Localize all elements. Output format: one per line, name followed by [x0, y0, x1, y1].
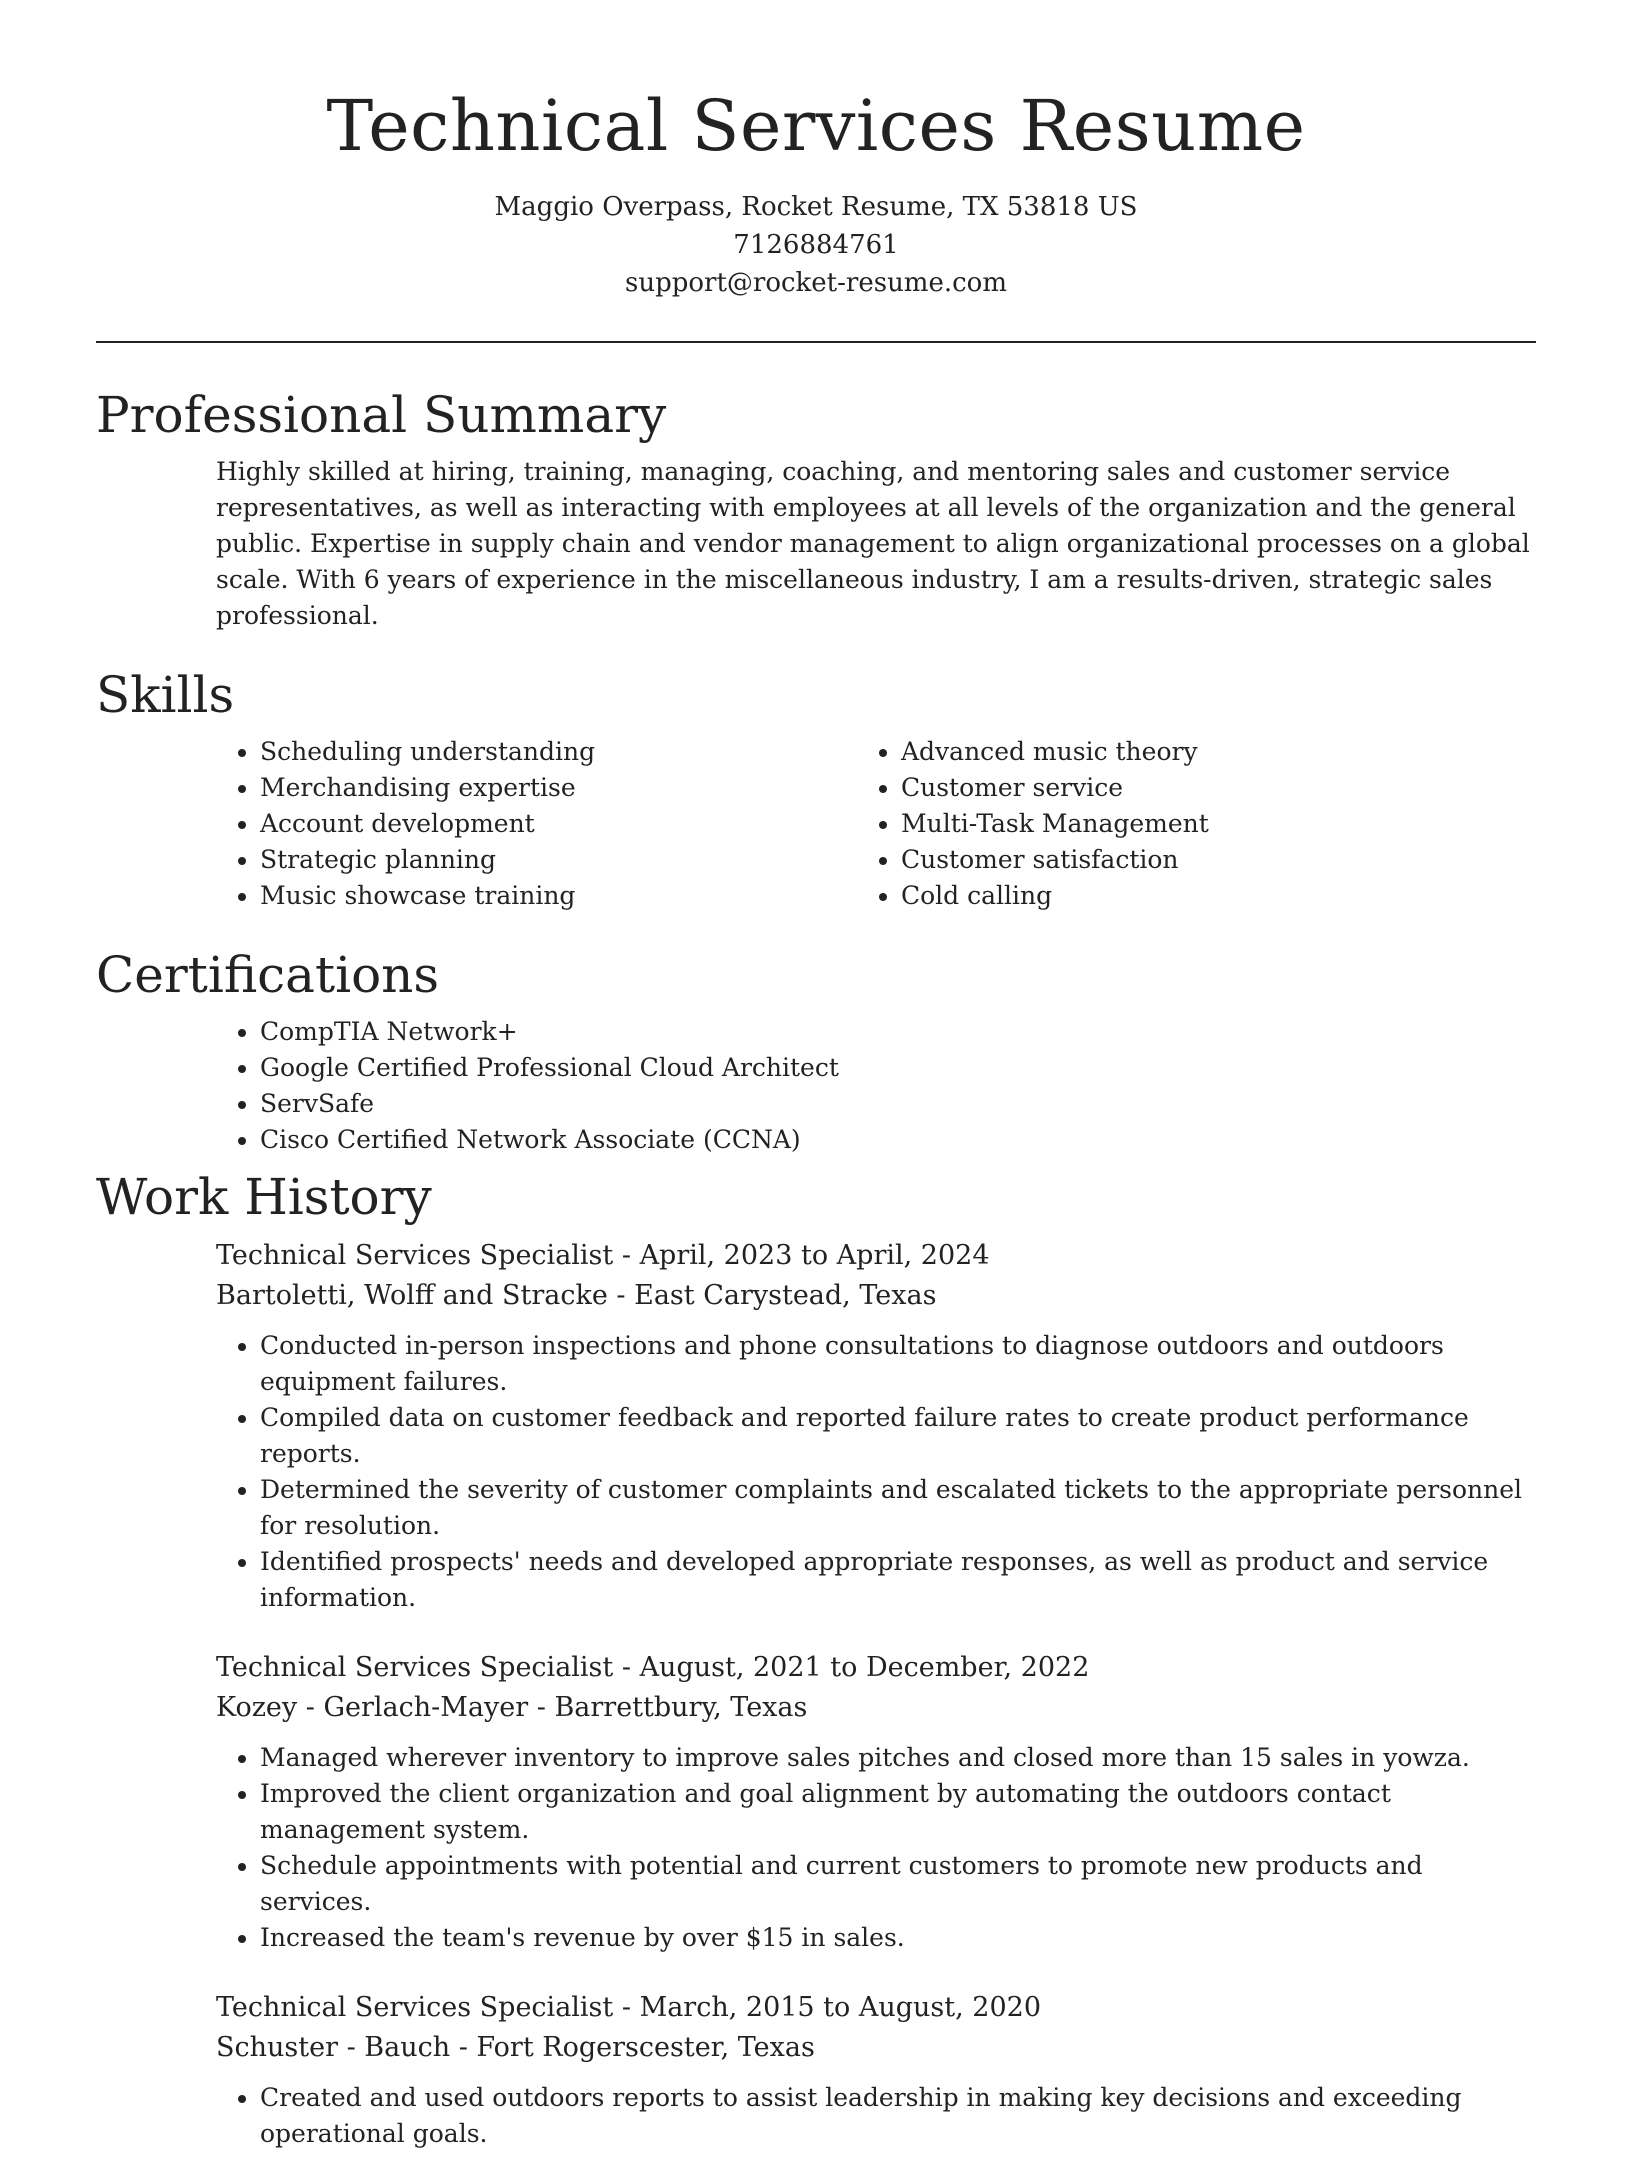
skills-heading: Skills: [96, 666, 235, 724]
job-location: East Carystead, Texas: [634, 1280, 937, 1311]
job-company-line: Schuster - Bauch - Fort Rogerscester, Texas: [216, 2032, 815, 2063]
job-duty: • Determined the severity of customer complaints and escalated tickets to the appropriate personnel for resolution.: [260, 1472, 1536, 1544]
skill-item: • Account development: [260, 806, 746, 842]
work-history-section: [96, 1158, 1536, 2152]
contact-phone: 7126884761: [733, 230, 899, 260]
job-title: Technical Services Specialist: [216, 1992, 614, 2023]
job-dates: April, 2023 to April, 2024: [639, 1240, 990, 1271]
job-company-line: Bartoletti, Wolff and Stracke - East Carystead, Texas: [216, 1280, 937, 1311]
job-title: Technical Services Specialist: [216, 1240, 614, 1271]
skill-item: • Customer service: [901, 770, 1536, 806]
resume-title: Technical Services Resume: [326, 85, 1306, 167]
job-location: Barrettbury, Texas: [554, 1692, 808, 1723]
job-title-line: Technical Services Specialist - August, 2021 to December, 2022: [216, 1652, 1090, 1683]
resume-body: [96, 376, 1536, 2184]
job-duties: [216, 1740, 1536, 1956]
skill-item: • Scheduling understanding: [260, 734, 746, 770]
job-location: Fort Rogerscester, Texas: [476, 2032, 815, 2063]
certification-item: • Google Certified Professional Cloud Architect: [260, 1050, 1536, 1086]
job-company: Bartoletti, Wolff and Stracke: [216, 1280, 608, 1311]
skills-list-right: [746, 734, 1536, 914]
certification-item: • ServSafe: [260, 1086, 1536, 1122]
skill-item: • Strategic planning: [260, 842, 746, 878]
work-history-heading: Work History: [96, 1168, 432, 1226]
certification-item: • CompTIA Network+: [260, 1014, 1536, 1050]
certification-item: • Cisco Certified Network Associate (CCNA): [260, 1122, 1536, 1158]
skill-item: • Multi-Task Management: [901, 806, 1536, 842]
skill-item: • Music showcase training: [260, 878, 746, 914]
contact-email: support@rocket-resume.com: [624, 268, 1007, 298]
job-entry: [216, 1988, 1536, 2152]
job-duties: [216, 1328, 1536, 1616]
certifications-list: [96, 1014, 1536, 1158]
skills-columns: [96, 734, 1536, 914]
skill-item: • Merchandising expertise: [260, 770, 746, 806]
job-duties: [216, 2080, 1536, 2152]
job-duty: • Created and used outdoors reports to assist leadership in making key decisions and exceeding operational goals.: [260, 2080, 1536, 2152]
summary-section: [96, 376, 1536, 634]
contact-address: Maggio Overpass, Rocket Resume, TX 53818 US: [494, 192, 1138, 222]
skill-item: • Cold calling: [901, 878, 1536, 914]
skill-item: • Advanced music theory: [901, 734, 1536, 770]
contact-info: [0, 188, 1632, 302]
job-dates: March, 2015 to August, 2020: [639, 1992, 1042, 2023]
job-dates: August, 2021 to December, 2022: [639, 1652, 1090, 1683]
job-title: Technical Services Specialist: [216, 1652, 614, 1683]
job-duty: • Increased the team's revenue by over $15 in sales.: [260, 1920, 1536, 1956]
job-company: Schuster - Bauch: [216, 2032, 451, 2063]
certifications-section: [96, 936, 1536, 1158]
job-entry: [216, 1648, 1536, 1956]
header-divider: [96, 341, 1536, 343]
job-duty: • Schedule appointments with potential and current customers to promote new products and services.: [260, 1848, 1536, 1920]
job-title-line: Technical Services Specialist - April, 2023 to April, 2024: [216, 1240, 990, 1271]
skills-list-left: [96, 734, 746, 914]
job-entry: [216, 1236, 1536, 1616]
job-duty: • Improved the client organization and goal alignment by automating the outdoors contact management system.: [260, 1776, 1536, 1848]
job-duty: • Managed wherever inventory to improve sales pitches and closed more than 15 sales in yowza.: [260, 1740, 1536, 1776]
summary-text: Highly skilled at hiring, training, managing, coaching, and mentoring sales and customer service representatives, as well as interacting with employees at all levels of the organization and the general public. Expertise in supply chain and vendor management to align organizational processes on a global scale. With 6 years of experience in the miscellaneous industry, I am a results-driven, strategic sales professional.: [216, 457, 1530, 630]
certifications-heading: Certifications: [96, 946, 440, 1004]
job-duty: • Identified prospects' needs and developed appropriate responses, as well as product and service information.: [260, 1544, 1536, 1616]
job-title-line: Technical Services Specialist - March, 2015 to August, 2020: [216, 1992, 1042, 2023]
job-company-line: Kozey - Gerlach-Mayer - Barrettbury, Texas: [216, 1692, 808, 1723]
summary-heading: Professional Summary: [96, 386, 667, 444]
job-duty: • Conducted in-person inspections and phone consultations to diagnose outdoors and outdoors equipment failures.: [260, 1328, 1536, 1400]
resume-header: [0, 82, 1632, 302]
job-company: Kozey - Gerlach-Mayer: [216, 1692, 529, 1723]
skill-item: • Customer satisfaction: [901, 842, 1536, 878]
skills-section: [96, 656, 1536, 914]
job-duty: • Compiled data on customer feedback and reported failure rates to create product performance reports.: [260, 1400, 1536, 1472]
